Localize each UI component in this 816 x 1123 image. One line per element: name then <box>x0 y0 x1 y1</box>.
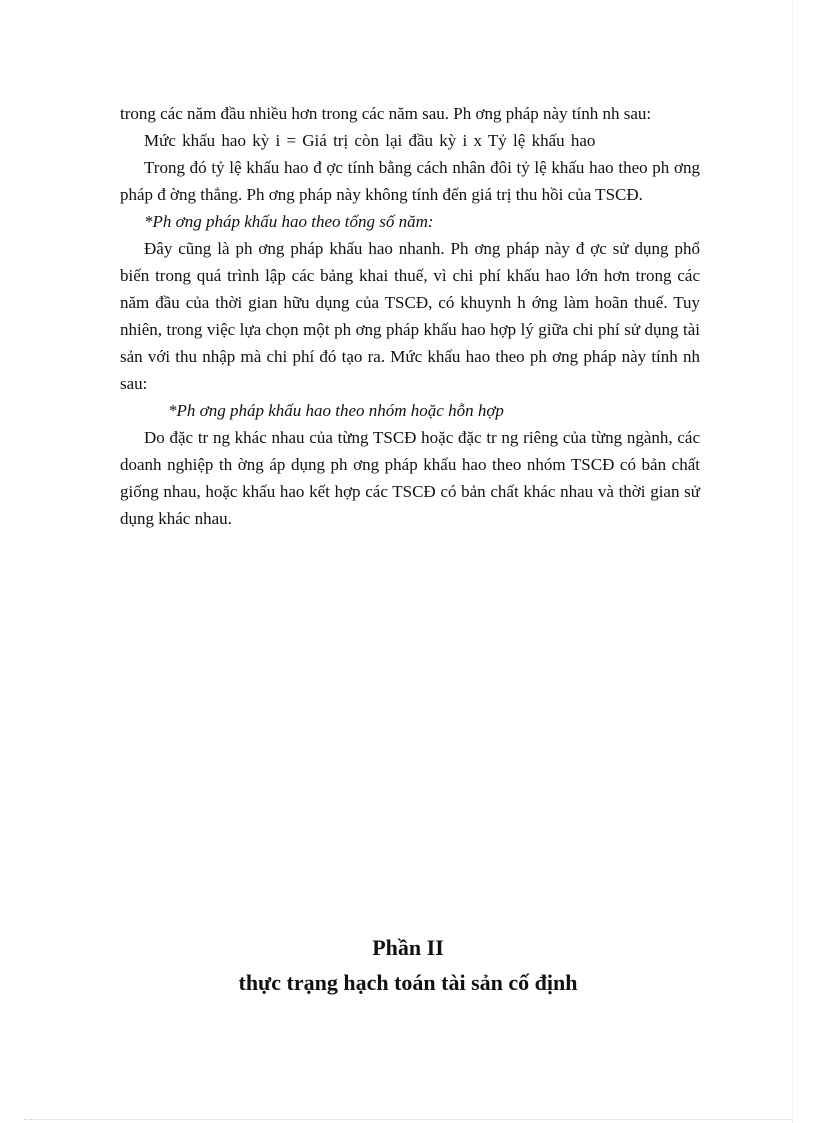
paragraph-sum-of-years: Đây cũng là ph ơng pháp khấu hao nhanh. Ph ơng pháp này đ ợc sử dụng phổ biến trong quá trình lập các bảng khai thuế, vì chi phí khấu hao lớn hơn trong các năm đầu của thời gian hữu dụng của TSCĐ, có khuynh h ớng làm hoãn thuế. Tuy nhiên, trong việc lựa chọn một ph ơng pháp khấu hao hợp lý giữa chi phí sử dụng tài sản với thu nhập mà chi phí đó tạo ra. Mức khấu hao theo ph ơng pháp này tính nh sau: <box>120 239 700 393</box>
page-bottom-border <box>24 1119 792 1120</box>
paragraph-continuation: trong các năm đầu nhiều hơn trong các năm sau. Ph ơng pháp này tính nh sau: <box>120 104 652 123</box>
page-right-border <box>792 0 793 1123</box>
paragraph-group-method: Do đặc tr ng khác nhau của từng TSCĐ hoặc đặc tr ng riêng của từng ngành, các doanh nghiệp th ờng áp dụng ph ơng pháp khấu hao theo nhóm TSCĐ có bản chất giống nhau, hoặc khấu hao kết hợp các TSCĐ có bản chất khác nhau và thời gian sử dụng khác nhau. <box>120 428 700 528</box>
subheading-sum-of-years: *Ph ơng pháp khấu hao theo tổng số năm: <box>144 212 434 231</box>
subheading-group-method: *Ph ơng pháp khấu hao theo nhóm hoặc hỗn hợp <box>168 401 504 420</box>
paragraph-rate-explanation: Trong đó tỷ lệ khấu hao đ ợc tính bằng cách nhân đôi tỷ lệ khấu hao theo ph ơng pháp đ ờng thẳng. Ph ơng pháp này không tính đến giá trị thu hồi của TSCĐ. <box>120 158 700 204</box>
body-text <box>120 100 700 532</box>
section-subheading: thực trạng hạch toán tài sản cố định <box>238 970 578 995</box>
depreciation-formula: Mức khấu hao kỳ i = Giá trị còn lại đầu kỳ i x Tỷ lệ khấu hao <box>144 131 596 150</box>
section-heading: Phần II <box>372 935 444 960</box>
